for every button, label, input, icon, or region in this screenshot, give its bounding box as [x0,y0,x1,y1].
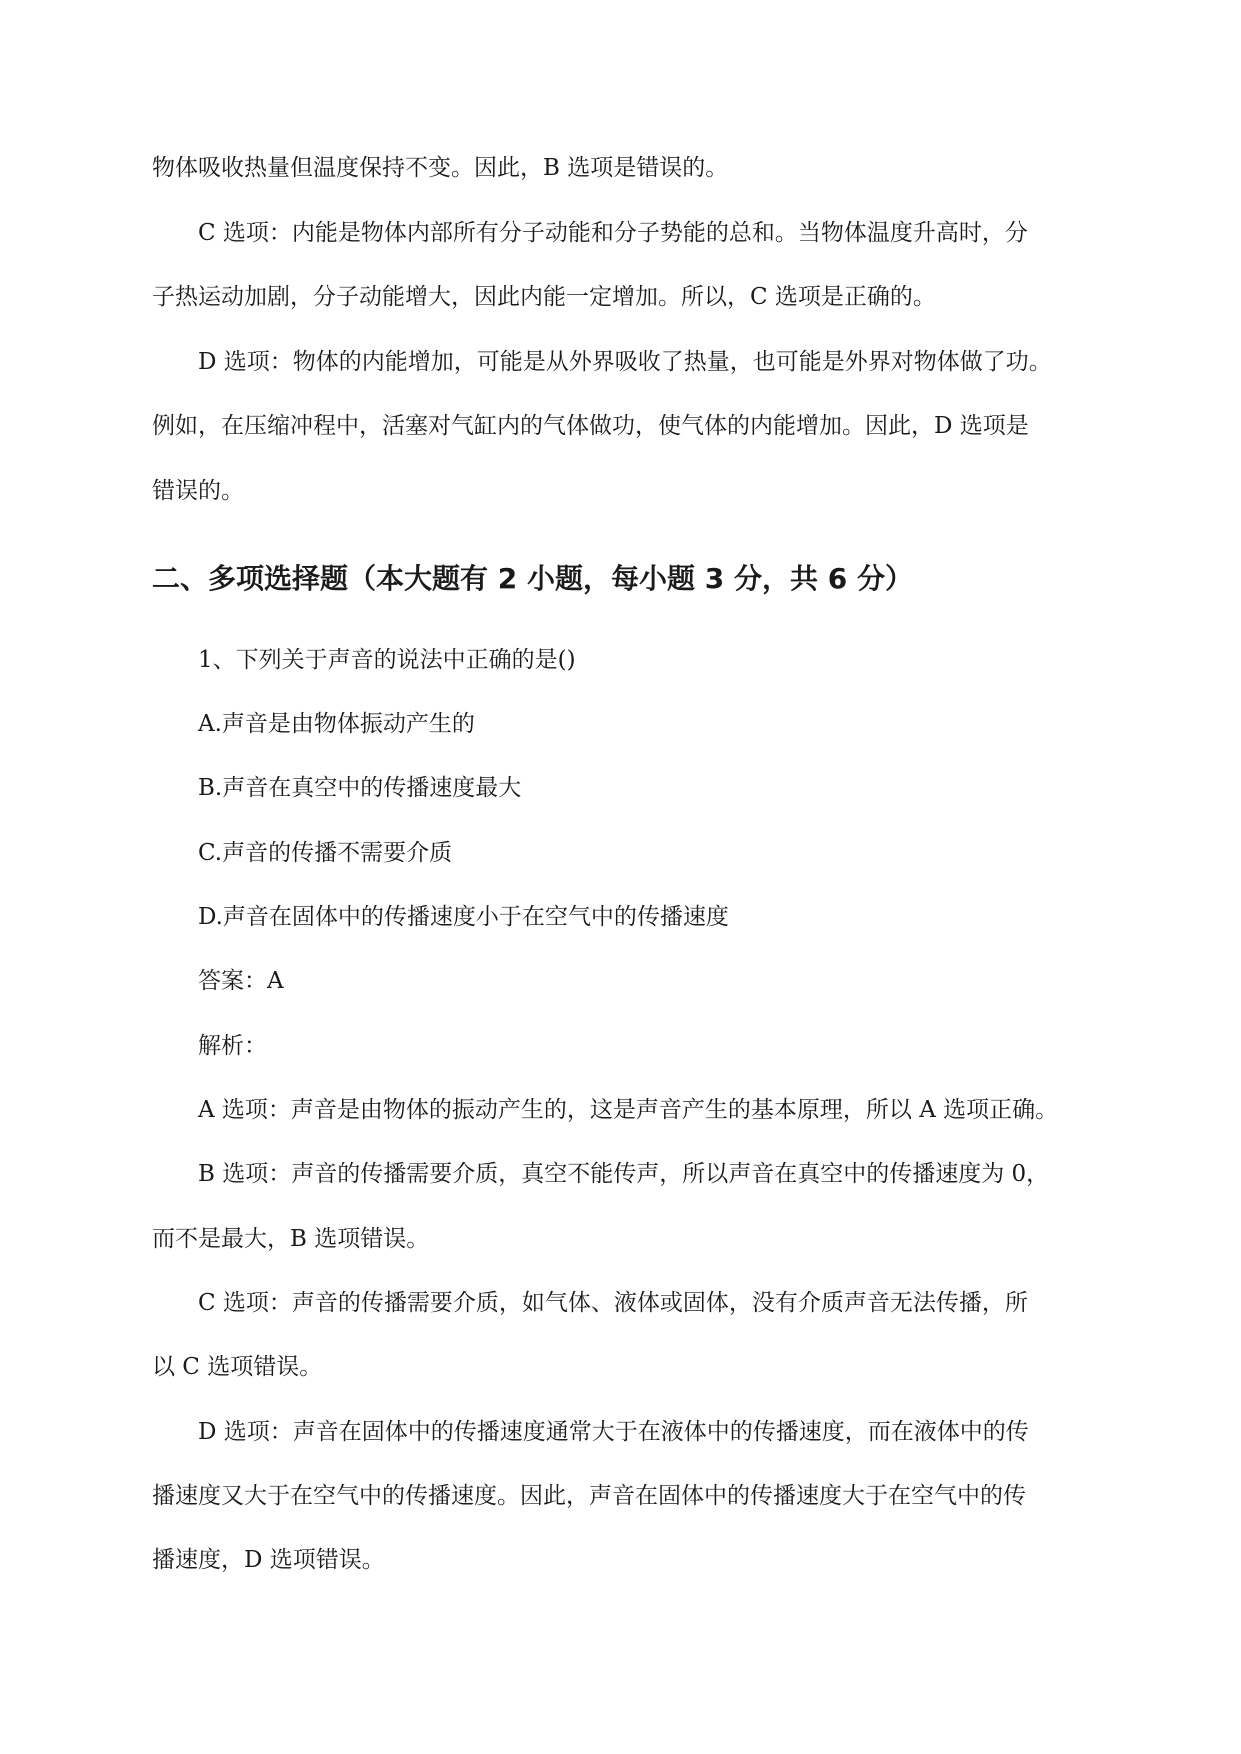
option-a: A.声音是由物体振动产生的 [198,711,475,737]
analysis-option-b-cont: 而不是最大，B 选项错误。 [152,1226,430,1252]
answer: 答案：A [198,968,284,994]
option-b: B.声音在真空中的传播速度最大 [198,775,522,801]
option-c: C.声音的传播不需要介质 [198,840,453,866]
section-heading: 二、多项选择题（本大题有 2 小题，每小题 3 分，共 6 分） [152,562,913,595]
option-c-explanation: C 选项：内能是物体内部所有分子动能和分子势能的总和。当物体温度升高时，分 [198,220,1028,246]
analysis-label: 解析： [198,1033,267,1059]
paragraph-line: 物体吸收热量但温度保持不变。因此，B 选项是错误的。 [152,155,729,181]
option-c-explanation-cont: 子热运动加剧，分子动能增大，因此内能一定增加。所以，C 选项是正确的。 [152,284,936,310]
analysis-option-d: D 选项：声音在固体中的传播速度通常大于在液体中的传播速度，而在液体中的传 [198,1419,1029,1445]
analysis-option-a: A 选项：声音是由物体的振动产生的，这是声音产生的基本原理，所以 A 选项正确。 [198,1097,1059,1123]
analysis-option-c: C 选项：声音的传播需要介质，如气体、液体或固体，没有介质声音无法传播，所 [198,1290,1028,1316]
analysis-option-c-cont: 以 C 选项错误。 [152,1354,323,1380]
option-d-explanation-cont: 例如，在压缩冲程中，活塞对气缸内的气体做功，使气体的内能增加。因此，D 选项是 [152,413,1029,439]
option-d-explanation: D 选项：物体的内能增加，可能是从外界吸收了热量，也可能是外界对物体做了功。 [198,349,1052,375]
analysis-option-d-cont2: 播速度，D 选项错误。 [152,1547,385,1573]
analysis-option-d-cont: 播速度又大于在空气中的传播速度。因此，声音在固体中的传播速度大于在空气中的传 [152,1483,1026,1509]
option-d: D.声音在固体中的传播速度小于在空气中的传播速度 [198,904,729,930]
option-d-explanation-cont2: 错误的。 [152,478,244,504]
question-text: 1、下列关于声音的说法中正确的是() [198,647,576,673]
analysis-option-b: B 选项：声音的传播需要介质，真空不能传声，所以声音在真空中的传播速度为 0， [198,1161,1050,1187]
